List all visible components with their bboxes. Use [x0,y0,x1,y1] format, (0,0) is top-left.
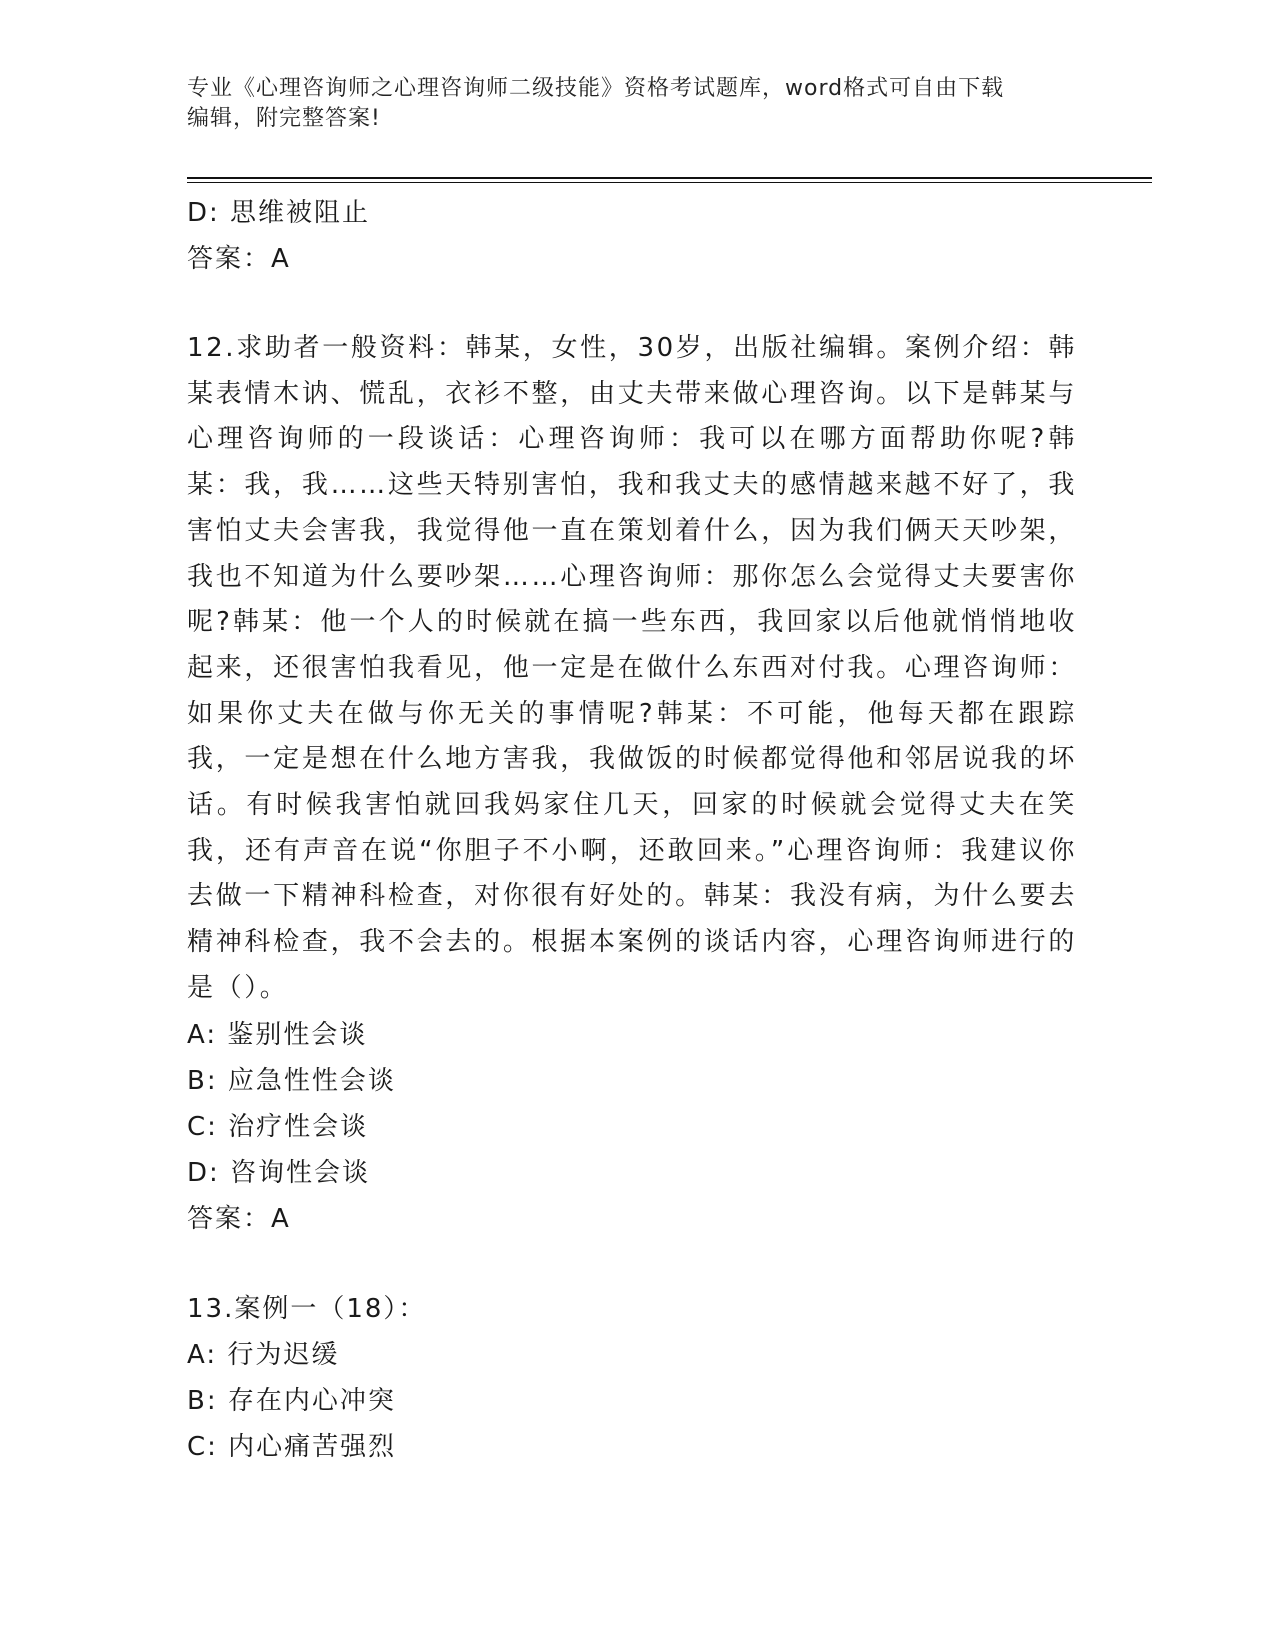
header-rule-thick [187,177,1152,179]
question-13-option-a: A: 行为迟缓 [187,1339,340,1370]
question-12 [187,326,1077,1242]
question-13-stem: 13.案例一（18）： [187,1293,427,1324]
question-12-option-c: C: 治疗性会谈 [187,1111,369,1142]
question-13 [187,1286,1077,1470]
question-13-option-b: B: 存在内心冲突 [187,1385,396,1416]
prev-answer: 答案：A [187,244,291,274]
document-header [187,74,1087,134]
question-12-option-d: D: 咨询性会谈 [187,1157,371,1188]
header-line-2: 编辑，附完整答案! [187,106,381,131]
prev-option-d: D: 思维被阻止 [187,198,371,228]
spacer [187,282,1077,326]
header-rule-thin [187,182,1152,183]
question-13-option-c: C: 内心痛苦强烈 [187,1431,397,1462]
question-12-option-b: B: 应急性性会谈 [187,1065,396,1096]
question-12-option-a: A: 鉴别性会谈 [187,1019,368,1050]
document-body [187,190,1077,1470]
question-12-answer: 答案：A [187,1203,291,1234]
question-12-stem: 12.求助者一般资料：韩某，女性，30岁，出版社编辑。案例介绍：韩某表情木讷、慌乱，衣衫不整，由丈夫带来做心理咨询。以下是韩某与心理咨询师的一段谈话：心理咨询师：我可以在哪方面帮助你呢?韩某：我，我……这些天特别害怕，我和我丈夫的感情越来越不好了，我害怕丈夫会害我，我觉得他一直在策划着什么，因为我们俩天天吵架，我也不知道为什么要吵架……心理咨询师：那你怎么会觉得丈夫要害你呢?韩某：他一个人的时候就在搞一些东西，我回家以后他就悄悄地收起来，还很害怕我看见，他一定是在做什么东西对付我。心理咨询师：如果你丈夫在做与你无关的事情呢?韩某：不可能，他每天都在跟踪我，一定是想在什么地方害我，我做饭的时候都觉得他和邻居说我的坏话。有时候我害怕就回我妈家住几天，回家的时候就会觉得丈夫在笑我，还有声音在说“你胆子不小啊，还敢回来。”心理咨询师：我建议你去做一下精神科检查，对你很有好处的。韩某：我没有病，为什么要去精神科检查，我不会去的。根据本案例的谈话内容，心理咨询师进行的是（）。 [187,333,1077,1003]
spacer [187,1242,1077,1286]
header-line-1: 专业《心理咨询师之心理咨询师二级技能》资格考试题库，word格式可自由下载 [187,76,1005,101]
